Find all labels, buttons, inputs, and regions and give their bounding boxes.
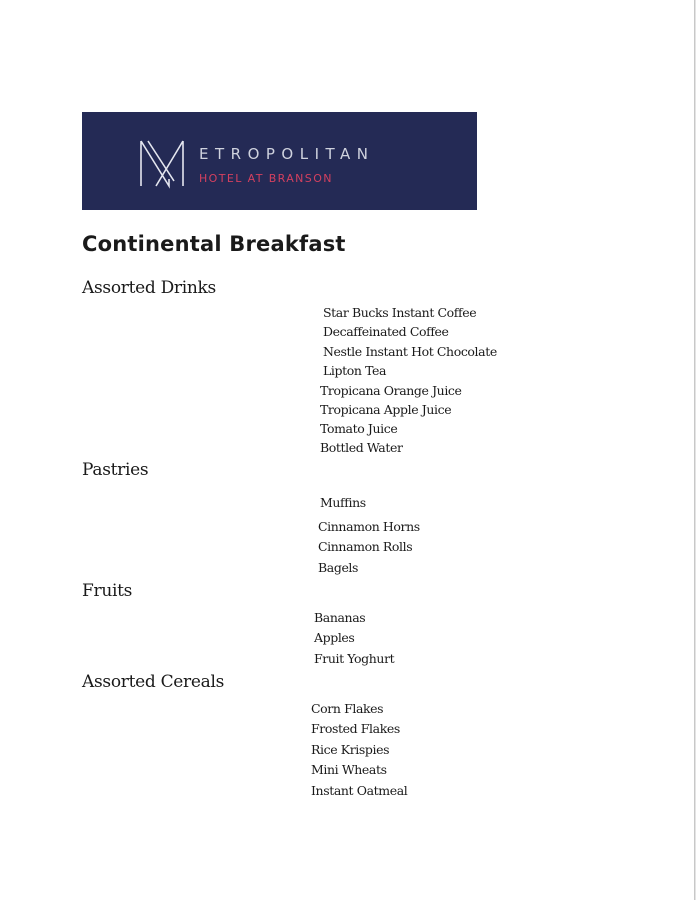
menu-item: Apples bbox=[314, 630, 355, 645]
menu-title: Continental Breakfast bbox=[82, 232, 346, 256]
logo-tagline: HOTEL AT BRANSON bbox=[199, 172, 333, 185]
menu-item: Tropicana Orange Juice bbox=[320, 383, 462, 398]
logo-wordmark: ETROPOLITAN bbox=[199, 145, 375, 163]
menu-item: Nestle Instant Hot Chocolate bbox=[323, 344, 497, 359]
menu-item: Tropicana Apple Juice bbox=[320, 402, 452, 417]
menu-item: Muffins bbox=[320, 495, 366, 510]
menu-item: Rice Krispies bbox=[311, 742, 390, 757]
menu-item: Bottled Water bbox=[320, 440, 403, 455]
menu-item: Bananas bbox=[314, 610, 366, 625]
menu-item: Lipton Tea bbox=[323, 363, 387, 378]
menu-item: Cinnamon Rolls bbox=[318, 539, 413, 554]
section-heading-cereals: Assorted Cereals bbox=[82, 672, 225, 692]
section-heading-drinks: Assorted Drinks bbox=[82, 278, 216, 298]
section-heading-pastries: Pastries bbox=[82, 460, 149, 480]
menu-item: Frosted Flakes bbox=[311, 721, 400, 736]
section-heading-fruits: Fruits bbox=[82, 581, 133, 601]
menu-item: Instant Oatmeal bbox=[311, 783, 408, 798]
menu-item: Tomato Juice bbox=[320, 421, 398, 436]
menu-item: Fruit Yoghurt bbox=[314, 651, 395, 666]
menu-item: Corn Flakes bbox=[311, 701, 384, 716]
menu-item: Star Bucks Instant Coffee bbox=[323, 305, 477, 320]
menu-item: Decaffeinated Coffee bbox=[323, 324, 449, 339]
menu-item: Bagels bbox=[318, 560, 359, 575]
menu-item: Cinnamon Horns bbox=[318, 519, 420, 534]
menu-item: Mini Wheats bbox=[311, 762, 387, 777]
